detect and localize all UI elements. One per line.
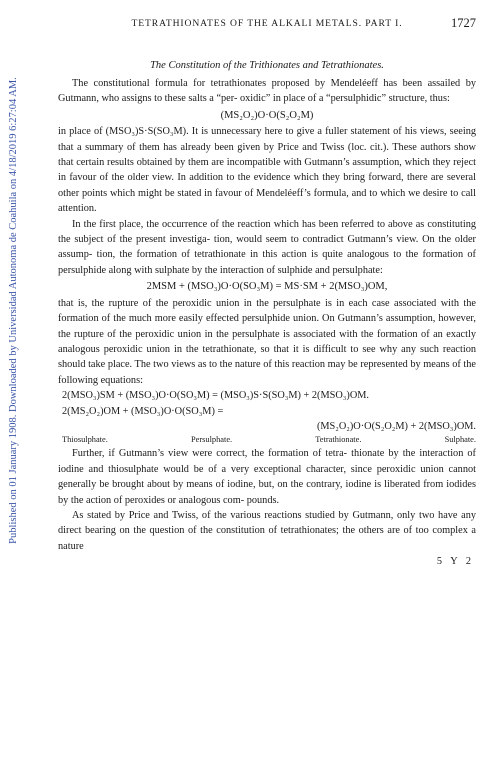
label-sulphate: Sulphate. [444, 435, 476, 445]
label-persulphate: Persulphate. [190, 435, 233, 445]
section-title: The Constitution of the Trithionates and Tetrathionates. [150, 60, 384, 71]
paragraph-iodine: Further, if Gutmann’s view were correct, the formation of tetra- thionate by the interaction of iodine and thiosulphate would be of a very exceptional character, since peroxidic union cannot generally be brought about by means of iodine, but, on the contrary, iodine is liberated from iodides by the action of peroxides or analogous com- pounds. [58, 448, 476, 506]
paragraph-first-place: In the first place, the occurrence of the reaction which has been referred to above as constituting the subject of the present investiga- tion, would seem to contradict Gutmann’s view. On the older assump- tion, the formation of tetrathionate in this action is quite analogous to the formation of persulphide along with sulphate by the interaction of sulphide and persulphate: [58, 218, 476, 276]
equation-block [58, 388, 476, 445]
equation-older-view: 2(MSO₃)SM + (MSO₃)O·O(SO₃M) = (MSO₃)S·S(SO₃M) + 2(MSO₃)OM. [62, 390, 369, 402]
page-header [58, 18, 476, 36]
equation-gutmann-view-left: 2(MS₂O₂)OM + (MSO₃)O·O(SO₃M) = [62, 405, 224, 417]
running-title: TETRATHIONATES OF THE ALKALI METALS. PART I. [131, 18, 403, 29]
page-number: 1727 [451, 16, 476, 30]
label-tetrathionate: Tetrathionate. [315, 435, 362, 445]
paragraph-views: in place of (MSO₃)S·S(SO₃M). It is unnecessary here to give a fuller statement of his views, seeing that a summary of them has already been given by Price and Twiss (loc. cit.). These authors show that certain results obtained by them are incompatible with Gutmann’s assumption, which they reject in favour of the older view. In addition to the evidence which they bring forward, there are several other points which might be stated in favour of Mendeléeff’s formula, and to which we desire to call attention. [58, 126, 476, 215]
journal-page [58, 18, 476, 567]
download-watermark [3, 50, 23, 570]
persulphide-equation: 2MSM + (MSO₃)O·O(SO₃M) = MS·SM + 2(MSO₃)OM, [146, 281, 388, 293]
signature-mark: 5 Y 2 [436, 556, 474, 568]
equation-gutmann-view-right: (MS₂O₂)O·O(S₂O₂M) + 2(MSO₃)OM. [316, 420, 476, 432]
download-watermark-text: Published on 01 January 1908. Downloaded by Universidad Autonoma de Coahuila on 4/18/2019 6:27:04 AM. [7, 76, 19, 544]
equation-labels [62, 434, 476, 445]
paragraph-rupture: that is, the rupture of the peroxidic union in the persulphate is in each case associated with the formation of the much more easily effected persulphide union. On Gutmann’s assumption, however, the rupture of the peroxidic union in the persulphate is associated with the formation of an exactly analogous peroxidic union in the tetrathionate, so that it is difficult to see why any such reaction should take place. The two views as to the nature of this reaction may be represented by means of the following equations: [58, 297, 476, 386]
peroxidic-formula: (MS₂O₂)O·O(S₂O₂M) [220, 109, 314, 121]
paragraph-intro: The constitutional formula for tetrathionates proposed by Mendeléeff has been assailed by Gutmann, who assigns to these salts a “per- oxidic” in place of a “persulphidic” structure, thus: [58, 78, 476, 105]
label-thiosulphate: Thiosulphate. [62, 435, 108, 445]
paragraph-price-twiss: As stated by Price and Twiss, of the various reactions studied by Gutmann, only two have any direct bearing on the question of the constitution of tetrathionates; the others are of too complex a nature [58, 509, 476, 552]
